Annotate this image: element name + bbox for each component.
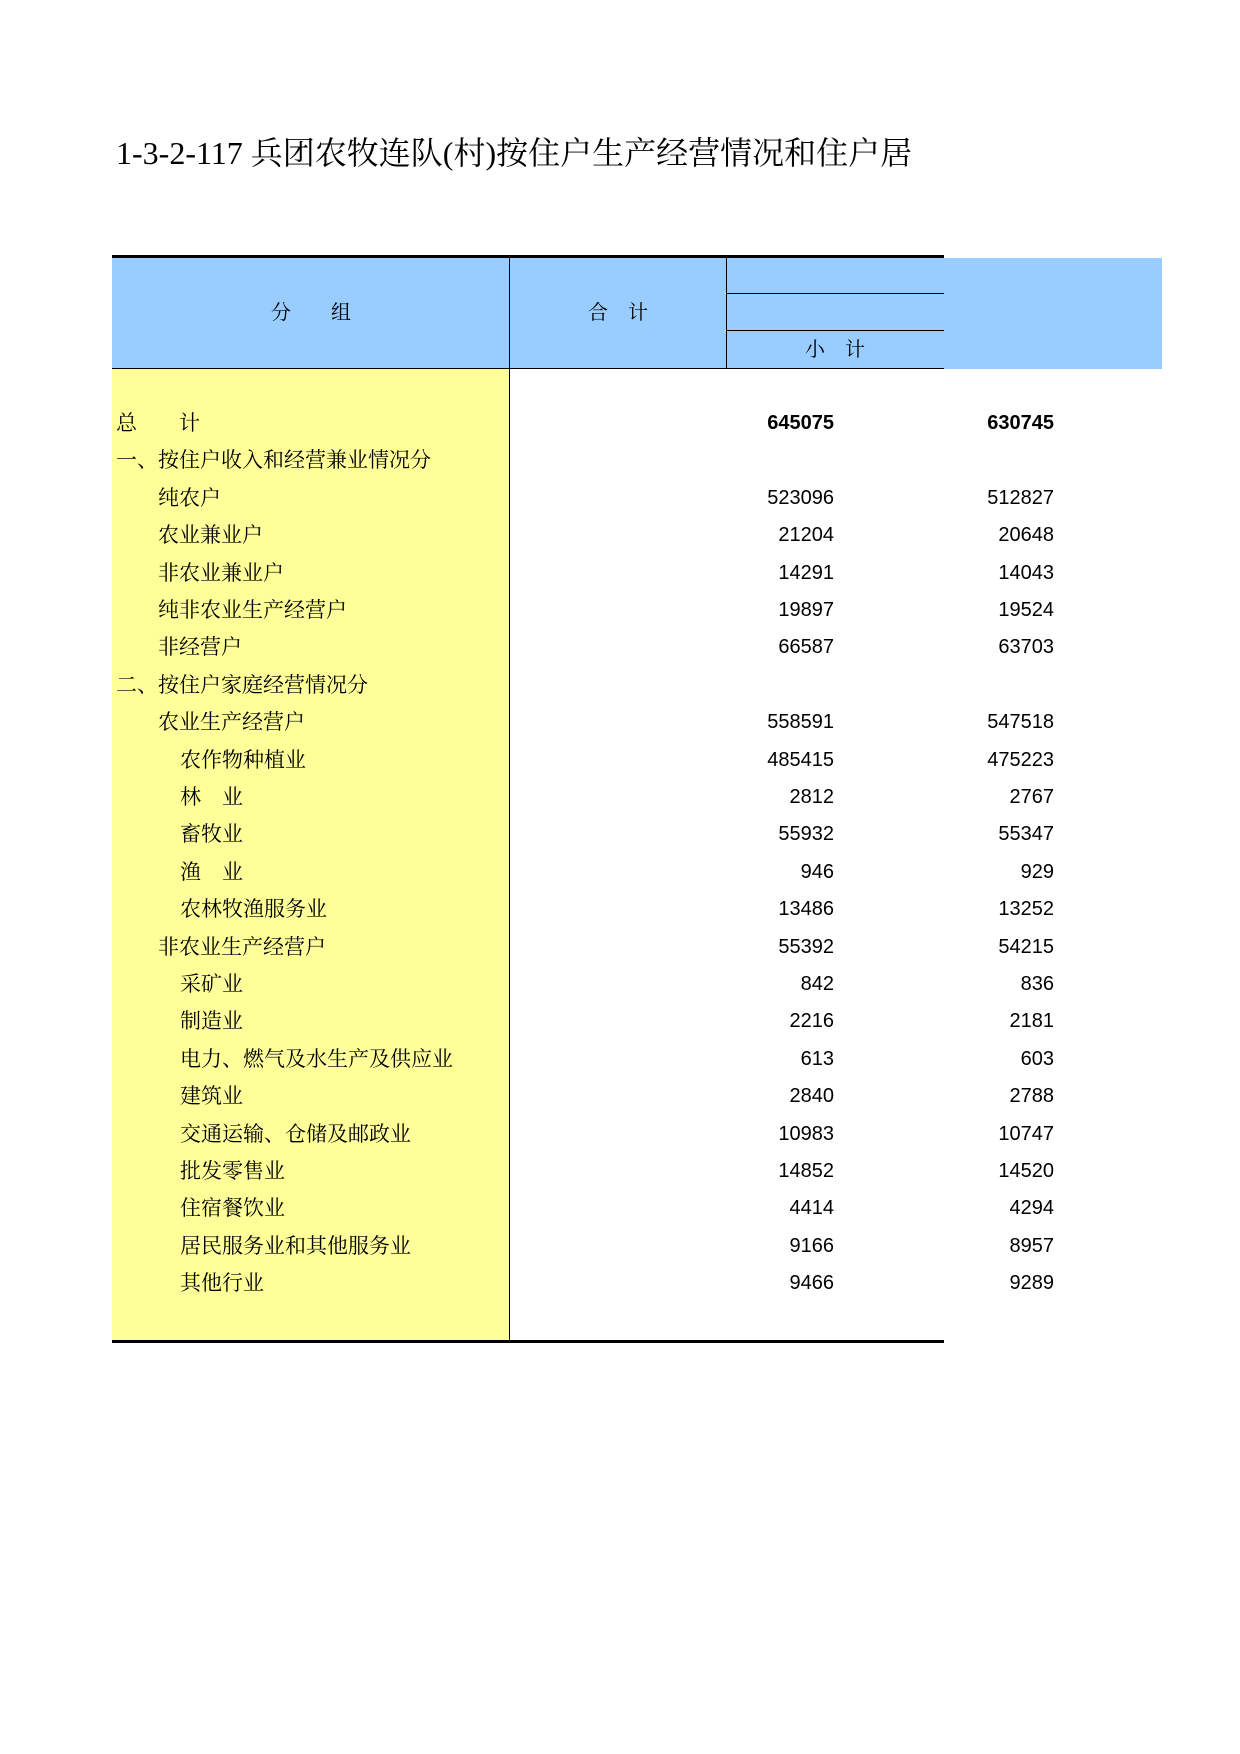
header-rule-2	[726, 330, 944, 331]
cell-subtotal: 2181	[1009, 1010, 1054, 1033]
cell-subtotal: 836	[1020, 973, 1054, 995]
row-label: 住宿餐饮业	[180, 1196, 285, 1221]
cell-total: 2216	[789, 1010, 834, 1033]
row-label: 畜牧业	[180, 822, 243, 847]
table-row	[112, 891, 1054, 928]
table-row	[112, 1078, 1054, 1115]
row-label: 交通运输、仓储及邮政业	[180, 1121, 411, 1146]
cell-subtotal: 14520	[998, 1160, 1054, 1182]
cell-total: 523096	[767, 486, 834, 509]
row-label: 电力、燃气及水生产及供应业	[180, 1046, 453, 1071]
row-label: 纯非农业生产经营户	[158, 598, 347, 622]
cell-subtotal: 547518	[987, 711, 1054, 734]
row-label: 纯农户	[158, 485, 221, 510]
cell-subtotal: 63703	[998, 636, 1054, 659]
cell-total: 645075	[767, 412, 834, 434]
table-row	[112, 1265, 1054, 1302]
table-row	[112, 854, 1054, 891]
table-row	[112, 629, 1054, 666]
table-row	[112, 592, 1054, 629]
header-subtotal: 小 计	[805, 337, 865, 361]
table-row	[112, 442, 944, 479]
cell-subtotal: 2788	[1009, 1085, 1054, 1108]
row-label: 农业兼业户	[158, 523, 263, 548]
cell-total: 14291	[778, 561, 834, 584]
cell-subtotal: 8957	[1009, 1234, 1054, 1257]
row-label: 农作物种植业	[180, 747, 306, 772]
cell-subtotal: 9289	[1009, 1272, 1054, 1295]
cell-subtotal: 603	[1020, 1047, 1054, 1070]
row-label: 林 业	[180, 785, 243, 809]
cell-subtotal: 14043	[998, 561, 1054, 584]
cell-total: 21204	[778, 524, 834, 547]
table-row	[112, 816, 1054, 853]
cell-total: 66587	[778, 636, 834, 659]
row-label: 居民服务业和其他服务业	[180, 1233, 411, 1258]
cell-total: 10983	[778, 1122, 834, 1145]
table-row	[112, 929, 1054, 966]
cell-subtotal: 929	[1020, 860, 1054, 883]
table-row	[112, 480, 1054, 517]
table-row	[112, 1190, 1054, 1227]
cell-total: 19897	[778, 599, 834, 621]
cell-subtotal: 54215	[998, 935, 1054, 958]
cell-total: 2812	[789, 786, 834, 808]
cell-subtotal: 475223	[987, 748, 1054, 771]
table-row	[112, 1228, 1054, 1265]
cell-total: 4414	[789, 1197, 834, 1220]
bottom-rule	[112, 1340, 944, 1343]
row-label: 采矿业	[180, 972, 243, 996]
header-rule-1	[726, 293, 944, 294]
cell-subtotal: 10747	[998, 1122, 1054, 1145]
table-row	[112, 1116, 1054, 1153]
cell-subtotal: 4294	[1009, 1197, 1054, 1220]
cell-total: 9166	[789, 1234, 834, 1257]
cell-total: 14852	[778, 1160, 834, 1182]
cell-total: 613	[800, 1047, 834, 1070]
row-label: 非经营户	[158, 635, 242, 660]
cell-total: 558591	[767, 711, 834, 734]
cell-subtotal: 2767	[1009, 786, 1054, 808]
row-label: 总 计	[116, 411, 200, 435]
cell-total: 13486	[778, 898, 834, 921]
cell-total: 842	[800, 973, 834, 995]
table-row	[112, 555, 1054, 592]
table-title: 1-3-2-117 兵团农牧连队(村)按住户生产经营情况和住户居	[116, 135, 913, 171]
cell-subtotal	[834, 442, 1054, 479]
table-row	[112, 779, 1054, 816]
row-label: 批发零售业	[180, 1159, 285, 1183]
cell-subtotal: 55347	[998, 823, 1054, 846]
divider-total	[726, 257, 727, 369]
cell-subtotal: 512827	[987, 486, 1054, 509]
row-label: 一、按住户收入和经营兼业情况分	[116, 448, 431, 473]
table-row	[112, 1153, 1054, 1190]
cell-total	[510, 667, 834, 704]
row-label: 渔 业	[180, 859, 243, 884]
header-bottom-rule	[112, 368, 944, 369]
table-row	[112, 667, 944, 704]
cell-total: 946	[800, 860, 834, 883]
table-row	[112, 966, 1054, 1003]
header-group: 分 组	[271, 300, 351, 324]
row-label: 非农业生产经营户	[158, 934, 326, 959]
table-row	[112, 742, 1054, 779]
cell-total: 485415	[767, 748, 834, 771]
top-rule	[112, 255, 944, 258]
row-label: 农林牧渔服务业	[180, 897, 327, 922]
cell-subtotal: 630745	[987, 412, 1054, 434]
cell-subtotal: 19524	[998, 599, 1054, 621]
table-row	[112, 1041, 1054, 1078]
row-label: 非农业兼业户	[158, 560, 284, 585]
table-row	[112, 704, 1054, 741]
table-row	[112, 517, 1054, 554]
table-row	[112, 405, 1054, 442]
cell-total: 9466	[789, 1272, 834, 1295]
row-label: 二、按住户家庭经营情况分	[116, 672, 368, 697]
row-label: 其他行业	[180, 1271, 264, 1296]
cell-total	[510, 442, 834, 479]
header-total: 合 计	[588, 300, 648, 324]
cell-subtotal	[834, 667, 1054, 704]
table-row	[112, 1003, 1054, 1040]
cell-subtotal: 20648	[998, 524, 1054, 547]
row-label: 制造业	[180, 1009, 243, 1034]
cell-subtotal: 13252	[998, 898, 1054, 921]
cell-total: 55392	[778, 935, 834, 958]
cell-total: 2840	[789, 1085, 834, 1108]
cell-total: 55932	[778, 823, 834, 846]
row-label: 建筑业	[180, 1084, 243, 1109]
row-label: 农业生产经营户	[158, 710, 305, 735]
